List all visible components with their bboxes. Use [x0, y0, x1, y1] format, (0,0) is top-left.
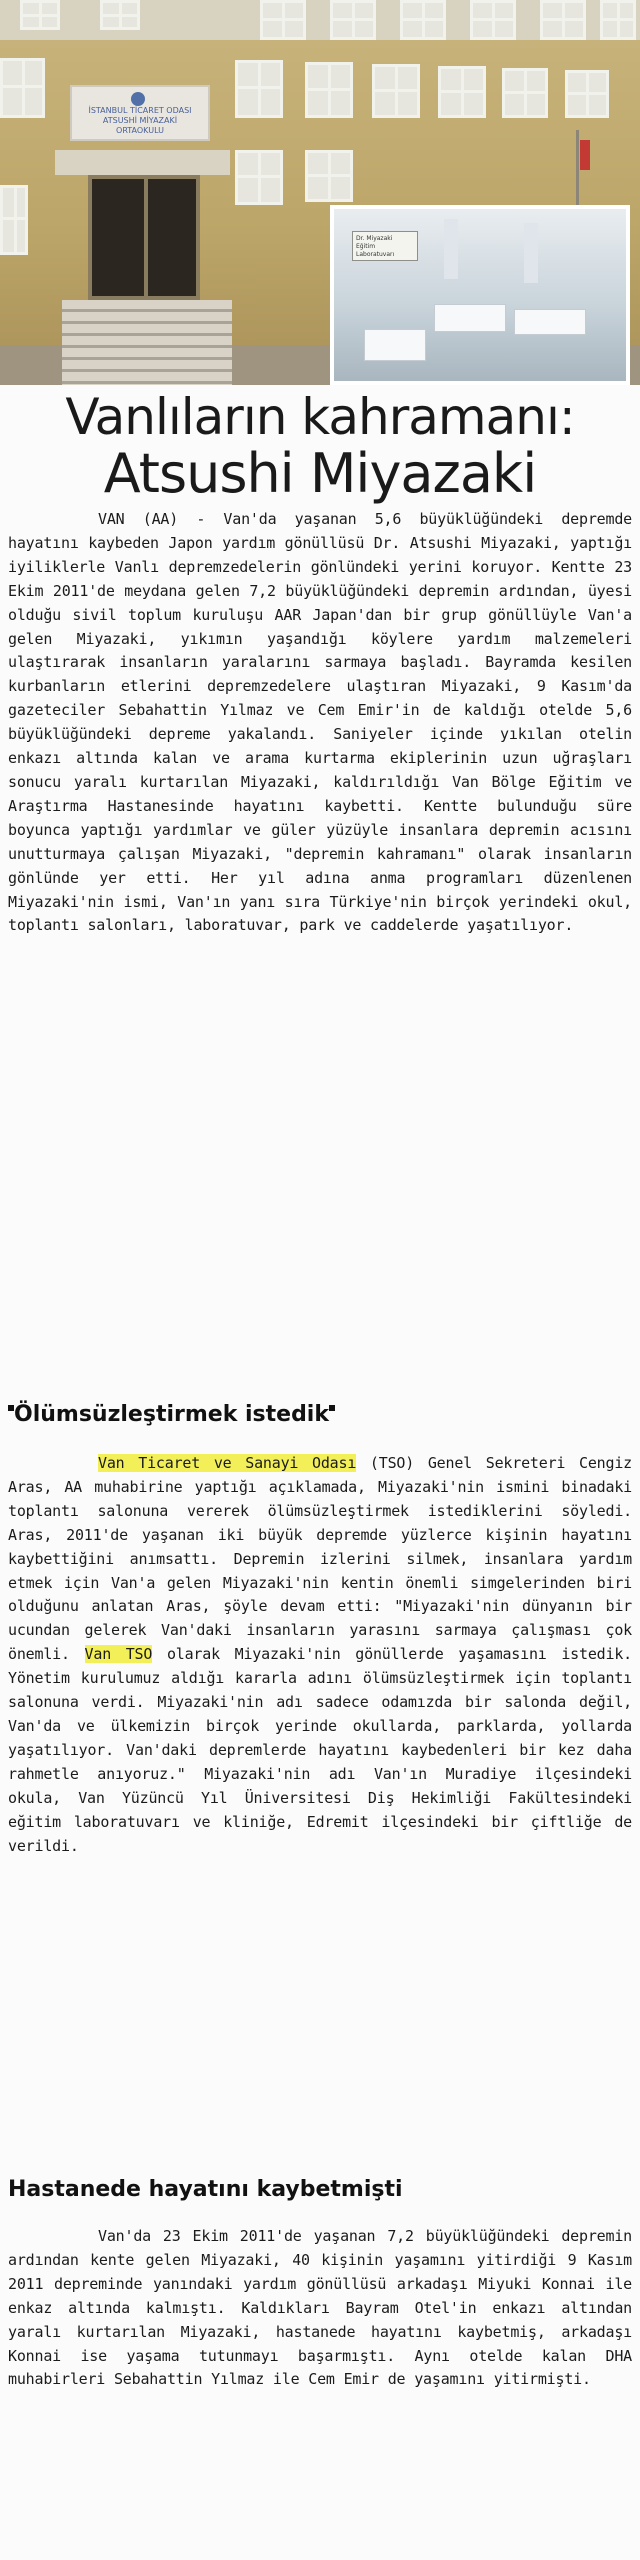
- article-body-part-1: [8, 508, 632, 938]
- window: [470, 0, 516, 40]
- paragraph-3: Van'da 23 Ekim 2011'de yaşanan 7,2 büyüklüğündeki depremin ardından kente gelen Miyazaki, 40 kişinin yaşamını yitirdiği 9 Kasım 2011 depreminde yanındaki yardım gönüllüsü arkadaşı Miyuki Konnai ile enkaz altında kalmıştı. Kaldıkları Bayram Otel'in enkazı altından yaralı kurtarılan Miyazaki, hastanede hayatını kaybetmiş, arkadaşı Konnai ise yaşama tutunmayı başarmıştı. Aynı otelde kalan DHA muhabirleri Sebahattin Yılmaz ile Cem Emir de yaşamını yitirmişti.: [8, 2227, 632, 2389]
- highlight-van-tso: Van TSO: [84, 1645, 153, 1664]
- window: [330, 0, 376, 40]
- dental-chair: [434, 304, 506, 332]
- window: [600, 0, 636, 40]
- dental-lamp: [444, 219, 458, 279]
- entrance-canopy: [55, 150, 230, 175]
- paragraph-1: VAN (AA) - Van'da yaşanan 5,6 büyüklüğündeki depremde hayatını kaybeden Japon yardım gönüllüsü Dr. Atsushi Miyazaki, yaptığı iyiliklerle Vanlı depremzedelerin gönlündeki yerini koruyor. Kentte 23 Ekim 2011'de meydana gelen 7,2 büyüklüğündeki depremin ardından, üyesi olduğu sivil toplum kuruluşu AAR Japan'dan bir grup gönüllüyle Van'a gelen Miyazaki, yıkımın yaşandığı köylere yardım malzemeleri ulaştırarak insanların yaralarını sarmaya başladı. Bayramda kesilen kurbanların etlerini depremzedelere ulaştıran Miyazaki, 9 Kasım'da gazeteciler Sebahattin Yılmaz ve Cem Emir'in de kaldığı otelde 5,6 büyüklüğündeki depreme yakalandı. Saniyeler içinde yıkılan otelin enkazı altında kalan ve arama kurtarma ekiplerinin uzun uğraşları sonucu yaralı kurtarılan Miyazaki, kaldırıldığı Van Bölge Eğitim ve Araştırma Hastanesinde hayatını kaybetti. Kentte bulunduğu süre boyunca yaptığı yardımlar ve güler yüzüyle insanlara depremin acısını unutturmaya çalışan Miyazaki, "depremin kahramanı" olarak insanların gönlünde yer etti. Her yıl adına anma programları düzenlenen Miyazaki'nin ismi, Van'ın yanı sıra Türkiye'nin birçok yerindeki okul, toplantı salonları, laboratuvar, park ve caddelerde yaşatılıyor.: [8, 510, 632, 935]
- paragraph-2-part-a: (TSO) Genel Sekreteri Cengiz Aras, AA muhabirine yaptığı açıklamada, Miyazaki'nin ismini binadaki toplantı salonuna vererek ölümsüzleştirmek istediklerini söyledi. Aras, 2011'de yaşanan iki büyük depremde yüzlerce kişinin hayatını kaybettiğini anımsattı. Depremin izlerini silmek, insanlara yardım etmek için Van'a gelen Miyazaki'nin kentin önemli simgelerinden biri olduğunu anlatan Aras, şöyle devam etti: "Miyazaki'nin dünyanın bir ucundan gelerek Van'daki insanların yarasını sarmaya çalışması çok önemli.: [8, 1454, 632, 1664]
- window: [400, 0, 446, 40]
- dental-chair: [514, 309, 586, 335]
- entrance-door: [88, 175, 200, 300]
- window: [372, 64, 420, 118]
- sign-line-2: ATSUSHİ MİYAZAKİ: [102, 116, 178, 125]
- flag: [580, 140, 590, 170]
- headline: [8, 390, 632, 504]
- window: [0, 58, 45, 118]
- window: [305, 150, 353, 202]
- window: [502, 68, 548, 118]
- subheading-1: [8, 1400, 632, 1430]
- window: [260, 0, 306, 40]
- inset-lab-photo: [330, 205, 630, 385]
- dental-lamp: [524, 223, 538, 283]
- dental-unit: [364, 329, 426, 361]
- paragraph-2: [8, 1452, 632, 1858]
- chamber-logo-icon: [131, 92, 145, 106]
- plate-line-2: Eğitim Laboratuvarı: [356, 243, 395, 258]
- entrance-stairs: [62, 300, 232, 385]
- window: [565, 70, 609, 118]
- window: [0, 185, 28, 255]
- paragraph-2-part-b: olarak Miyazaki'nin gönüllerde yaşamasını istedik. Yönetim kurulumuz aldığı kararla adını ölümsüzleştirmek için toplantı salonuna verdi. Miyazaki'nin adı sadece odamızda bir salonda değil, Van'da ve ülkemizin birçok yerinde okullarda, parklarda, yollarda yaşatılıyor. Van'daki depremlerde hayatını kaybedenleri bir kez daha rahmetle anıyoruz." Miyazaki'nin adı Van'ın Muradiye ilçesindeki okula, Van Yüzüncü Yıl Üniversitesi Diş Hekimliği Fakültesindeki eğitim laboratuvarı ve kliniğe, Edremit ilçesindeki bir çiftliğe de verildi.: [8, 1645, 632, 1855]
- window: [20, 0, 60, 30]
- headline-line-1: Vanlıların kahramanı:: [65, 388, 575, 446]
- subheading-1-text: Ölümsüzleştirmek istedik: [14, 1402, 329, 1427]
- sign-line-1: İSTANBUL TİCARET ODASI: [88, 106, 192, 115]
- subheading-2: Hastanede hayatını kaybetmişti: [8, 2177, 403, 2202]
- window: [100, 0, 140, 30]
- school-sign: [70, 85, 210, 141]
- bullet-icon: [329, 1405, 335, 1411]
- highlight-van-tso-full: Van Ticaret ve Sanayi Odası: [98, 1454, 357, 1472]
- plate-line-1: Dr. Miyazaki: [356, 235, 393, 242]
- window: [438, 66, 486, 118]
- window: [305, 62, 353, 118]
- section-hastanede: [8, 2175, 632, 2392]
- section-ölümsüzleştirmek: [8, 1400, 632, 1858]
- lab-name-plate: [352, 231, 418, 261]
- sign-line-3: ORTAOKULU: [116, 126, 164, 135]
- window: [540, 0, 586, 40]
- article-photo: [0, 0, 640, 385]
- headline-line-2: Atsushi Miyazaki: [103, 442, 537, 505]
- window: [235, 150, 283, 205]
- window: [235, 60, 283, 118]
